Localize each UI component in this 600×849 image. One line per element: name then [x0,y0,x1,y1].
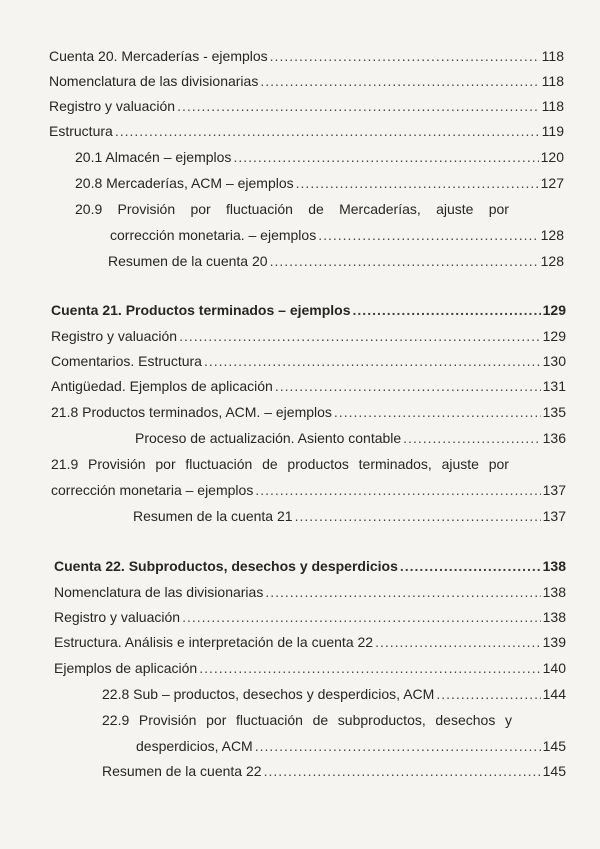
toc-page-number: 119 [541,123,564,139]
dot-leader [270,252,539,270]
toc-page-number: 130 [542,353,566,369]
word: fluctuación [225,201,293,217]
dot-leader [199,659,540,677]
toc-page-number: 137 [542,508,566,524]
dot-leader [270,47,540,65]
toc-page-number: 129 [542,302,566,318]
word: de [262,456,278,472]
dot-leader [403,429,540,447]
dot-leader [255,737,541,755]
word: ajuste [441,456,479,472]
word: Provisión [117,201,176,217]
dot-leader [115,122,540,140]
toc-entry[interactable] [54,608,566,626]
toc-page-number: 138 [542,558,566,574]
toc-entry-label: 21.8 Productos terminados, ACM. – ejemplos [51,404,332,420]
toc-header-cuenta-22[interactable] [54,557,566,575]
toc-page-number: 118 [541,73,564,89]
dot-leader [275,377,541,395]
word: desechos [435,712,496,728]
word: por [190,201,211,217]
toc-entry-first-line[interactable] [51,455,509,473]
dot-leader [400,557,541,575]
toc-entry-label: Registro y valuación [49,98,176,114]
dot-leader [295,507,541,525]
toc-entry[interactable] [108,252,564,270]
word: 22.9 [102,712,130,728]
toc-entry-label: Nomenclatura de las divisionarias [54,584,264,600]
toc-header-label: Cuenta 22. Subproductos, desechos y desperdicios [54,558,398,574]
dot-leader [375,633,541,651]
toc-header-cuenta-20[interactable] [49,47,564,65]
dot-leader [353,301,541,319]
word: de [312,712,329,728]
toc-entry-first-line[interactable] [102,711,512,729]
toc-entry-label: Resumen de la cuenta 21 [133,508,293,524]
word: y [504,712,512,728]
toc-entry-label: Comentarios. Estructura [51,353,202,369]
toc-page-number: 128 [540,253,564,269]
toc-entry[interactable] [49,72,564,90]
toc-entry[interactable] [54,633,566,651]
toc-entry[interactable] [51,327,566,345]
toc-entry-label: Antigüedad. Ejemplos de aplicación [51,378,273,394]
toc-entry-label: Proceso de actualización. Asiento contable [135,430,402,446]
toc-entry-label: 20.8 Mercaderías, ACM – ejemplos [75,175,294,191]
toc-entry[interactable] [102,762,566,780]
toc-entry-label: Estructura. Análisis e interpretación de la cuenta 22 [54,634,374,650]
word: productos [287,456,349,472]
toc-page-number: 118 [541,48,564,64]
word: 21.9 [51,456,79,472]
word: Provisión [88,456,146,472]
toc-page-number: 128 [540,227,564,243]
word: por [155,456,176,472]
toc-entry-label: Estructura [49,123,113,139]
toc-header-label: Cuenta 20. Mercaderías - ejemplos [49,48,268,64]
toc-entry-label: Resumen de la cuenta 20 [108,253,268,269]
dot-leader [179,327,541,345]
dot-leader [265,583,540,601]
toc-page-number: 120 [540,149,564,165]
toc-page-number: 138 [542,609,566,625]
toc-entry[interactable] [54,659,566,677]
toc-entry-label: Resumen de la cuenta 22 [102,763,262,779]
toc-entry[interactable] [133,507,566,525]
toc-page-number: 136 [542,430,566,446]
toc-entry[interactable] [135,429,566,447]
toc-header-cuenta-21[interactable] [51,301,566,319]
toc-entry-label: 22.8 Sub – productos, desechos y desperdicios, ACM [102,686,435,702]
toc-entry-label: 20.1 Almacén – ejemplos [75,149,232,165]
toc-entry-label: Ejemplos de aplicación [54,660,198,676]
word: terminados, [358,456,432,472]
toc-entry[interactable] [51,377,566,395]
dot-leader [233,148,538,166]
toc-header-label: Cuenta 21. Productos terminados – ejemplos [51,302,351,318]
toc-entry[interactable] [54,583,566,601]
toc-entry-first-line[interactable] [75,200,509,218]
dot-leader [182,608,541,626]
toc-entry[interactable] [136,737,566,755]
word: por [206,712,227,728]
dot-leader [177,97,540,115]
toc-entry[interactable] [102,685,566,703]
word: por [488,201,509,217]
toc-page-number: 129 [542,328,566,344]
toc-entry[interactable] [75,148,564,166]
toc-entry[interactable] [51,352,566,370]
word: subproductos, [337,712,426,728]
word: fluctuación [236,712,303,728]
word: 20.9 [75,201,103,217]
word: por [488,456,509,472]
toc-page-number: 118 [541,98,564,114]
toc-entry-label: Nomenclatura de las divisionarias [49,73,259,89]
toc-entry[interactable] [51,481,566,499]
word: Provisión [138,712,197,728]
toc-page-number: 131 [542,378,566,394]
toc-page-number: 135 [542,404,566,420]
toc-entry[interactable] [110,226,564,244]
word: Mercaderías, [339,201,421,217]
toc-page-number: 140 [542,660,566,676]
toc-page-number: 137 [542,482,566,498]
toc-page-number: 138 [542,584,566,600]
dot-leader [334,403,541,421]
word: de [308,201,324,217]
word: ajuste [436,201,474,217]
dot-leader [204,352,541,370]
toc-entry-label: corrección monetaria. – ejemplos [110,227,317,243]
toc-entry[interactable] [75,174,564,192]
toc-entry[interactable] [49,97,564,115]
toc-entry-label: Registro y valuación [51,328,178,344]
dot-leader [436,685,540,703]
toc-page-number: 127 [540,175,564,191]
toc-page-number: 144 [542,686,566,702]
dot-leader [296,174,539,192]
toc-entry-label: desperdicios, ACM [136,738,253,754]
toc-entry-label: corrección monetaria – ejemplos [51,482,254,498]
toc-entry-label: Registro y valuación [54,609,181,625]
toc-page-number: 145 [542,763,566,779]
toc-entry[interactable] [49,122,564,140]
dot-leader [255,481,540,499]
word: fluctuación [185,456,253,472]
toc-page-number: 145 [542,738,566,754]
dot-leader [264,762,541,780]
dot-leader [318,226,538,244]
toc-page-number: 139 [542,634,566,650]
toc-entry[interactable] [51,403,566,421]
dot-leader [260,72,539,90]
